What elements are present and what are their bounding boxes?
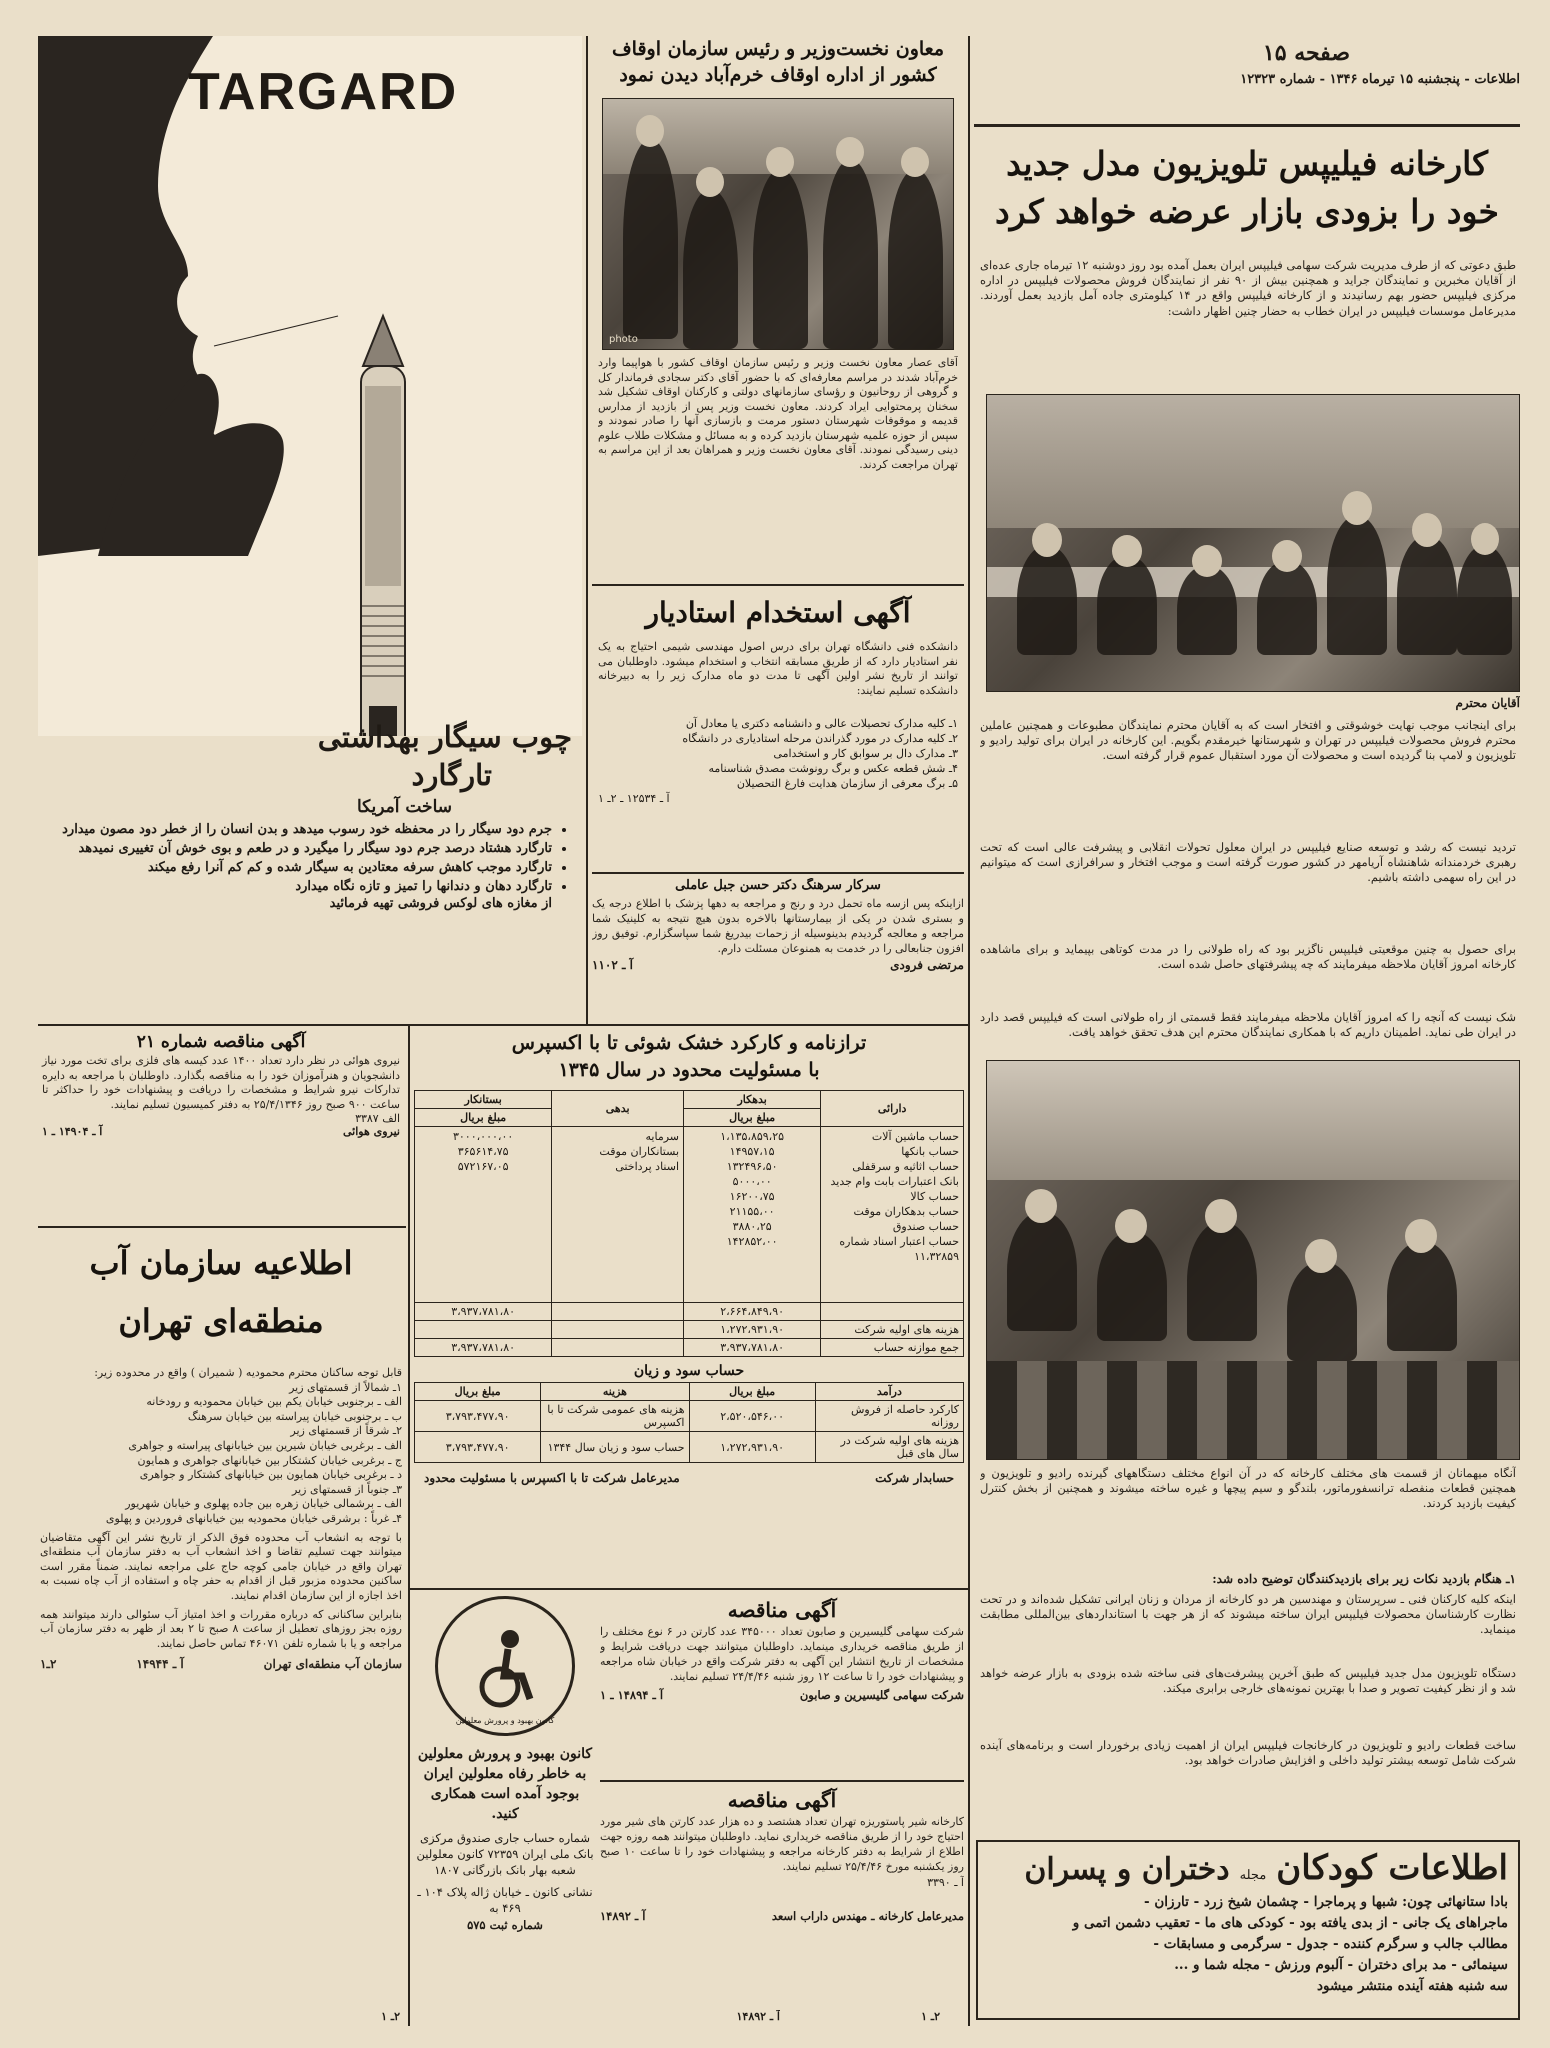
tender21-body: نیروی هوائی در نظر دارد تعداد ۱۴۰۰ عدد کیسه های فلزی برای تخت مورد نیاز دانشجویان و هنرآموزان خود را به مناقصه بگذارد. داوطلبان با مراجعه به دایره تدارکات نیرو شرایط و مشخصات را دریافت و پیشنهادات خود را حداکثر تا ساعت ۹۰۰ صبح روز ۲۵/۴/۱۳۴۶ به دفتر کمیسیون تسلیم نمایند.: [42, 1054, 401, 1111]
water-title-2: منطقه‌ای تهران: [118, 1302, 324, 1340]
wheelchair-icon: [460, 1621, 550, 1711]
liability-item: اسناد پرداختی: [615, 1160, 680, 1173]
pl-expense-label: حساب سود و زیان سال ۱۳۴۴: [541, 1432, 689, 1463]
water-body: [40, 1366, 402, 2006]
philips-headline-1: کارخانه فیلیپس تلویزیون مدل جدید: [1006, 144, 1488, 183]
kids-subtitle-small: مجله: [1239, 1868, 1267, 1883]
liability-item: بستانکاران موقت: [599, 1145, 680, 1158]
asset-item: حساب صندوق: [892, 1220, 959, 1233]
page-ref-left: ۲ـ ۱: [381, 2010, 400, 2023]
soap-sign: شرکت سهامی گلیسیرین و صابون: [799, 1688, 964, 1702]
credit-sum: ۳،۹۳۷،۷۸۱،۸۰: [415, 1303, 552, 1321]
water-title-1: اطلاعیه سازمان آب: [89, 1244, 353, 1282]
deputy-headline-2: کشور از اداره اوقاف خرم‌آباد دیدن نمود: [619, 64, 937, 86]
asset-item: حساب بانکها: [901, 1145, 959, 1158]
milk-ref: آ ـ ۳۳۹۰: [927, 1876, 964, 1889]
asset-item: حساب اثاثیه و سرقفلی: [852, 1160, 959, 1173]
page-ref-right: آ ـ ۱۴۸۹۲: [736, 2010, 780, 2023]
kids-line: سینمائی - مد برای دختران - آلبوم ورزش - مجله شما و ...: [1174, 1957, 1508, 1973]
credit-value: ۳۶۵۶۱۴،۷۵: [457, 1145, 509, 1158]
philips-headline: [974, 140, 1520, 250]
tender21-ref: الف ۳۳۸۷: [355, 1112, 400, 1125]
col-header: مبلغ بریال: [415, 1109, 552, 1127]
debit-value: ۳۸۸۰،۲۵: [732, 1220, 772, 1233]
page-ref-middle: ۲ـ ۱: [921, 2010, 940, 2023]
targard-bullet: از مغازه های لوکس فروشی تهیه فرمائید: [329, 896, 552, 911]
balance-sign-2: مدیرعامل شرکت تا با اکسپرس با مسئولیت محدود: [424, 1471, 680, 1485]
deputy-photo: [602, 98, 954, 350]
dateline: اطلاعات - پنجشنبه ۱۵ تیرماه ۱۳۴۶ - شماره ۱۲۳۲۳: [1240, 72, 1520, 87]
page-number: صفحه ۱۵: [1262, 40, 1350, 66]
col-header: بستانکار: [415, 1091, 552, 1109]
header-rule: [974, 124, 1520, 127]
professor-ref: آ ـ ۱۲۵۳۴ ـ ۲ـ ۱: [598, 792, 670, 805]
list-item: الف ـ برغربی خیابان شیرین بین خیابانهای پیراسته و جواهری: [128, 1438, 402, 1452]
doctor-thanks: [592, 878, 964, 1022]
philips-photo1-caption: آقایان محترم: [1455, 696, 1520, 710]
deputy-body: آقای عصار معاون نخست وزیر و رئیس سازمان اوقاف کشور با هواپیما وارد خرم‌آباد شدند در مراسم معارفه‌ای که با حضور آقای دکتر سجادی فرماندار کل و گروهی از روحانیون و رؤسای سازمانهای دولتی و کارکنان اوقاف تشکیل شد سخنان پرمحتوایی ایراد کردند. معاون نخست وزیر پس از بازدید از مدارس قدیمه و موقوفات شهرستان دستور مرمت و بازسازی آنها را صادر نمودند و سپس از حوزه علمیه شهرستان بازدید کرده و به مسائل و مشکلات طلاب علوم دینی رسیدگی نمودند. آقای معاون نخست وزیر و همراهان بعد از این مراسم به تهران مراجعت کردند.: [598, 356, 958, 471]
list-item: ۱ـ شمالاً از قسمتهای زیر: [289, 1380, 402, 1394]
doctor-title: سرکار سرهنگ دکتر حسن جبل عاملی: [675, 878, 881, 893]
philips-list-intro: ۱ـ هنگام بازدید نکات زیر برای بازدیدکنندگان توضیح داده شد:: [1212, 1572, 1516, 1586]
list-item: ج ـ برغربی خیابان کشتکار بین خیابانهای جواهری و همایون: [137, 1453, 402, 1467]
pl-income-value: ۲،۵۲۰،۵۴۶،۰۰: [689, 1401, 815, 1432]
init-label: هزینه های اولیه شرکت: [821, 1321, 964, 1339]
column-rule: [586, 36, 588, 1026]
kanoon-seal-text: کانون بهبود و پرورش معلولین: [455, 1716, 555, 1725]
balance-sheet: [414, 1030, 964, 1590]
col-header: مبلغ بریال: [684, 1109, 821, 1127]
philips-photo2-caption: آنگاه میهمانان از قسمت های مختلف کارخانه که در آن انواع مختلف دستگاههای گیرنده رادیو و تلویزیون و همچنین قطعات منفصله ترانسفورماتور، بلندگو و سیم پیچها و غیره ساخته میشوند و همچنین از بخش کنترل کیفیت بازدید کردند.: [980, 1466, 1516, 1511]
tender21-title: آگهی مناقصه شماره ۲۱: [136, 1032, 306, 1052]
debit-value: ۱۴۹۵۷،۱۵: [729, 1145, 775, 1158]
list-item: ۴ـ غرباً : برشرقی خیابان محمودیه بین خیابانهای فروردین و پهلوی: [105, 1511, 402, 1525]
water-sign: سازمان آب منطقه‌ای تهران: [263, 1657, 402, 1672]
pl-income-value: ۱،۲۷۲،۹۳۱،۹۰: [689, 1432, 815, 1463]
list-item: ب ـ برجنوبی خیابان پیراسته بین خیابان سرهنگ: [187, 1409, 402, 1423]
professor-items: [598, 716, 958, 886]
balance-title-2: با مسئولیت محدود در سال ۱۳۴۵: [558, 1059, 820, 1081]
credit-value: ۵۷۲۱۶۷،۰۵: [457, 1160, 509, 1173]
professor-ad-title-box: [592, 590, 964, 638]
list-item: ۲ـ شرقاً از قسمتهای زیر: [290, 1424, 402, 1438]
tender21-sign: نیروی هوائی: [343, 1125, 400, 1138]
targard-bullet: • تارگارد هشتاد درصد جرم دود سیگار را میگیرد و در طعم و بوی خوش آن تغییری نمیدهد: [48, 839, 552, 858]
milk-ref2: آ ـ ۱۴۸۹۲: [600, 1909, 646, 1923]
list-item: ۳ـ جنوباً از قسمتهای زیر: [292, 1482, 402, 1496]
philips-body-3: برای حصول به چنین موقعیتی فیلیپس ناگزیر بود که راه طولانی را در مدت کوتاهی بپیماید و برای ماشاهده کارخانه امروز آقایان ملاحظه میفرمایند که چه پیشرفتهای حاصل شده است.: [980, 942, 1516, 972]
philips-press-photo: [986, 394, 1520, 692]
philips-headline-2: خود را بزودی بازار عرضه خواهد کرد: [995, 192, 1499, 231]
targard-illustration: [38, 36, 582, 736]
debit-value: ۱۴۲۸۵۲،۰۰: [726, 1235, 778, 1248]
col-header: بدهکار: [684, 1091, 821, 1109]
total-credit: ۳،۹۳۷،۷۸۱،۸۰: [415, 1339, 552, 1357]
deputy-headline-1: معاون نخست‌وزیر و رئیس سازمان اوقاف: [611, 38, 945, 60]
philips-body-7: ساخت قطعات رادیو و تلویزیون در کارخانجات فیلیپس ایران از اهمیت زیادی برخوردار است و برنامه‌های آینده شرکت شامل توسعه بیشتر تولید داخلی و افزایش صادرات خواهد بود.: [980, 1738, 1516, 1768]
deputy-headline: [592, 36, 964, 92]
soap-title: آگهی مناقصه: [727, 1598, 837, 1622]
section-rule: [592, 872, 964, 874]
list-item: ۳ـ مدارک دال بر سوابق کار و استخدامی: [773, 747, 958, 760]
balance-sign-1: حسابدار شرکت: [875, 1471, 954, 1485]
targard-text: [38, 718, 582, 1018]
soap-ref: آ ـ ۱۴۸۹۴ ـ ۱: [600, 1688, 664, 1702]
col-header: مبلغ بریال: [689, 1383, 815, 1401]
list-item: ۴ـ شش قطعه عکس و برگ رونوشت مصدق شناسنامه: [708, 762, 958, 775]
kanoon-seal: [435, 1596, 575, 1736]
water-body-3: بنابراین ساکنانی که درباره مقررات و اخذ امتیاز آب سئوالی دارند میتوانند همه روزه بجز روزهای تعطیل از ساعت ۸ صبح تا ۲ بعد از ظهر به دفتر سازمان آب مراجعه و یا با شماره تلفن ۴۶۰۷۱ تماس حاصل نمایند.: [40, 1607, 402, 1650]
column-rule: [968, 36, 970, 2026]
horizontal-rule: [38, 1024, 968, 1026]
water-ref2: ۲ـ۱: [40, 1657, 57, 1672]
col-header: دارائی: [821, 1091, 964, 1127]
asset-item: بانک اعتبارات بابت وام جدید: [830, 1175, 959, 1188]
pl-income-label: هزینه های اولیه شرکت در سال های قبل: [815, 1432, 963, 1463]
list-item: ۲ـ کلیه مدارک در مورد گذراندن مرحله استادیاری در دانشگاه: [682, 732, 958, 745]
section-rule: [592, 584, 964, 586]
list-item: ۱ـ کلیه مدارک تحصیلات عالی و دانشنامه دکتری یا معادل آن: [685, 717, 958, 730]
deputy-photo-label: photo: [609, 334, 638, 345]
balance-title-1: ترازنامه و کارکرد خشک شوئی تا با اکسپرس: [511, 1032, 867, 1054]
asset-item: حساب کالا: [910, 1190, 959, 1203]
balance-table: [414, 1090, 964, 1357]
doctor-signature: مرتضی فرودی: [890, 958, 964, 972]
liability-item: سرمایه: [645, 1130, 680, 1143]
tender21-ref2: آ ـ ۱۴۹۰۴ ـ ۱: [42, 1125, 103, 1138]
water-ref: آ ـ ۱۴۹۴۴: [136, 1657, 184, 1672]
milk-body: کارخانه شیر پاستوریزه تهران تعداد هشتصد و ده هزار عدد کارتن های شیر مورد احتیاج خود را از طریق مناقصه خریداری نماید. داوطلبان میتوانند همه روزه جهت اطلاع از شرایط به دفتر کارخانه مراجعه و پیشنهادات خود را تا ساعت ۱۰ صبح روز یکشنبه مورخ ۲۵/۴/۴۶ تسلیم نمایند.: [600, 1815, 964, 1873]
init-value: ۱،۲۷۲،۹۳۱،۹۰: [684, 1321, 821, 1339]
pl-total: ۳،۷۹۳،۴۷۷،۹۰: [415, 1432, 541, 1463]
pl-title: حساب سود و زیان: [633, 1363, 745, 1379]
col-header: درآمد: [815, 1383, 963, 1401]
section-rule: [38, 1226, 406, 1228]
philips-body-4: شک نیست که آنچه را که امروز آقایان ملاحظه میفرمایند فقط قسمتی از راه طولانی است که فیلیپس قصد دارد در ایران طی نماید. اطمینان داریم که با همکاری نمایندگان محترم این هدف تحقق خواهد یافت.: [980, 1010, 1516, 1040]
kanoon-title: کانون بهبود و پرورش معلولین به خاطر رفاه معلولین ایران بوجود آمده است همکاری کنید.: [417, 1746, 593, 1822]
debit-value: ۲۱۱۵۵،۰۰: [729, 1205, 775, 1218]
tender-milk: [600, 1786, 964, 2022]
pl-table: [414, 1382, 964, 1463]
milk-sign: مدیرعامل کارخانه ـ مهندس داراب اسعد: [771, 1909, 964, 1923]
tender-21: [38, 1030, 404, 1230]
kids-line: سه شنبه هفته آینده منتشر میشود: [1317, 1978, 1508, 1994]
pl-expense-label: هزینه های عمومی شرکت تا با اکسپرس: [541, 1401, 689, 1432]
kids-line: بادا ستانهائی چون: شبها و پرماجرا - چشمان شیخ زرد - تارزان -: [1144, 1894, 1508, 1910]
asset-item: حساب بدهکاران موقت: [853, 1205, 959, 1218]
tender-soap: [600, 1596, 964, 1776]
targard-brand: TARGARD: [188, 63, 459, 121]
professor-title: آگهی استخدام استادیار: [645, 596, 911, 629]
water-body-1: قابل توجه ساکنان محترم محمودیه ( شمیران ) واقع در محدوده زیر:: [94, 1366, 402, 1379]
kanoon-account: شماره حساب جاری صندوق مرکزی بانک ملی ایران ۷۲۳۵۹ کانون معلولین شعبه بهار بانک بازرگانی ۱۸۰۷: [416, 1831, 594, 1877]
asset-item: حساب اعتبار اسناد شماره ۱۱،۳۲۸۵۹: [839, 1235, 959, 1263]
doctor-ref: آ ـ ۱۱۰۲: [592, 958, 633, 972]
doctor-body: ازاینکه پس ازسه ماه تحمل درد و رنج و مراجعه به دهها پزشک با اطلاع درجه یک و بستری شدن در یکی از بیمارستانها بالاخره بدون هیچ نتیجه به کلینیک شما مراجعه و معالجه گردیدم بدینوسیله از زحمات بیدریغ شما سپاسگزارم. توفیق روز افزون جنابعالی را در خدمت به همنوعان مسئلت دارم.: [592, 897, 964, 955]
philips-body-2: تردید نیست که رشد و توسعه صنایع فیلیپس در ایران معلول تحولات انقلابی و پیشرفت عالی است که تحت رهبری خردمندانه شاهنشاه آریامهر در کشور صورت گرفته است و موجب افتخار و سرافرازی است که میتوانیم در این راه سهمی داشته باشیم.: [980, 840, 1516, 885]
page-header: [974, 40, 1520, 120]
water-body-2: با توجه به انشعاب آب محدوده فوق الذکر از تاریخ نشر این آگهی متقاضیان میتوانند جهت تسلیم تقاضا و اخذ انشعاب آب به دفتر سازمان آب منطقه‌ای تهران واقع در خیابان جامی کوچه حاج علی مراجعه نمایند. ضمناً مقرر است ساکنین محدوده مزبور قبل از اقدام به حفر چاه و استفاده از آب چاه نسبت به اخذ اجازه از این سازمان اقدام نمایند.: [40, 1530, 402, 1602]
column-rule: [408, 1026, 410, 2026]
section-rule: [410, 1588, 968, 1590]
targard-bullet: • جرم دود سیگار را در محفظه خود رسوب میدهد و بدن انسان را از خطر دود مصون میدارد: [48, 820, 552, 839]
pl-expense-value: ۳،۷۹۳،۴۷۷،۹۰: [415, 1401, 541, 1432]
soap-body: شرکت سهامی گلیسیرین و صابون تعداد ۳۴۵۰۰۰ عدد کارتن در ۶ نوع مختلف را از طریق مناقصه خریداری مینماید. داوطلبان میتوانند جهت دریافت شرایط و مشخصات از تاریخ انتشار این آگهی به دفتر شرکت واقع در خیابان شاه مراجعه و پیشنهادات خود را تا ساعت ۱۲ روز شنبه ۲۴/۴/۴۶ تسلیم نمایند.: [600, 1625, 964, 1683]
total-debit: ۳،۹۳۷،۷۸۱،۸۰: [684, 1339, 821, 1357]
section-rule: [600, 1780, 964, 1782]
col-header: مبلغ بریال: [415, 1383, 541, 1401]
philips-factory-photo: [986, 1060, 1520, 1460]
debit-value: ۱۶۲۰۰،۷۵: [729, 1190, 775, 1203]
debit-value: ۵۰۰۰،۰۰: [732, 1175, 772, 1188]
water-headline: [38, 1234, 404, 1364]
list-item: د ـ برغربی خیابان همایون بین خیابانهای کشتکار و جواهری: [139, 1468, 402, 1482]
philips-body-6: دستگاه تلویزیون مدل جدید فیلیپس که طبق آخرین پیشرفت‌های فنی ساخته شده بزودی به بازار عرضه خواهد شد و از نظر کیفیت تصویر و صدا با بهترین نمونه‌های خارجی برابری میکند.: [980, 1666, 1516, 1696]
targard-ad: [38, 36, 582, 736]
milk-title: آگهی مناقصه: [727, 1788, 837, 1812]
targard-bullet: • تارگارد دهان و دندانها را تمیز و تازه نگاه میدارد: [48, 877, 552, 896]
asset-item: حساب ماشین آلات: [871, 1130, 959, 1143]
professor-body: دانشکده فنی دانشگاه تهران برای درس اصول مهندسی شیمی احتیاج به یک نفر استادیار دارد که از طریق مسابقه انتخاب و استخدام میشود. داوطلبان می توانند از تاریخ نشر اولین آگهی تا مدت دو ماه مدارک زیر را به دبیرخانه دانشکده تسلیم نمایند:: [598, 640, 958, 697]
kids-subtitle: دختران و پسران: [1024, 1852, 1230, 1887]
targard-bullet: • تارگارد موجب کاهش سرفه معتادین به سیگار شده و کم کم آنرا رفع میکند: [48, 858, 552, 877]
debit-value: ۱۳۲۴۹۶،۵۰: [726, 1160, 778, 1173]
philips-body-5: اینکه کلیه کارکنان فنی ـ سرپرستان و مهندسین هر دو کارخانه از مردان و زنان ایرانی تشکیل شده‌اند و در تحت نظارت کارشناسان محصولات فیلیپس ایران ساخته میشوند که از هر جهت با استانداردهای بین‌المللی مطابقت مینماید.: [980, 1592, 1516, 1637]
list-item: الف ـ برجنوبی خیابان یکم بین خیابان محمودیه و رودخانه: [146, 1395, 402, 1409]
list-item: ۵ـ برگ معرفی از سازمان هدایت فارغ التحصیلان: [736, 777, 958, 790]
debit-sum: ۲،۶۶۴،۸۴۹،۹۰: [684, 1303, 821, 1321]
debit-value: ۱،۱۳۵،۸۵۹،۲۵: [720, 1130, 785, 1143]
kanoon-address: نشانی کانون ـ خیابان ژاله پلاک ۱۰۴ ـ ۴۶۹ به: [417, 1885, 593, 1915]
philips-intro: طبق دعوتی که از طرف مدیریت شرکت سهامی فیلیپس ایران بعمل آمده بود روز دوشنبه ۱۲ تیرماه جاری عده‌ای از آقایان مخبرین و نمایندگان جراید و همچنین بیش از ۹۰ نفر از نمایندگان فروش محصولات فیلیپس در اداره مرکزی فیلیپس حضور بهم رسانیدند و از کارخانه فیلیپس واقع در ۱۴ کیلومتری جاده آمل بازدید بعمل آوردند. مدیرعامل موسسات فیلیپس در ایران خطاب به حضار چنین اظهار داشت:: [980, 258, 1516, 318]
credit-value: ۳۰۰۰،۰۰۰،۰۰: [452, 1130, 514, 1143]
pl-income-label: کارکرد حاصله از فروش روزانه: [815, 1401, 963, 1432]
targard-title-1: چوب سیگار بهداشتی: [317, 720, 572, 754]
col-header: هزینه: [541, 1383, 689, 1401]
col-header: بدهی: [552, 1091, 684, 1127]
total-label: جمع موازنه حساب: [821, 1339, 964, 1357]
kids-magazine-ad: [976, 1840, 1520, 2020]
targard-made: ساخت آمریکا: [356, 797, 452, 817]
kids-title: اطلاعات کودکان: [1276, 1848, 1508, 1888]
targard-title-2: تارگارد: [411, 758, 492, 792]
philips-body-1: برای اینجانب موجب نهایت خوشوقتی و افتخار است که به آقایان محترم نمایندگان مطبوعات و همچنین عاملین محترم فروش محصولات فیلیپس در تهران و شهرستانها خیرمقدم بگویم. این کارخانه در ایران برای تولید رادیو و تلویزیون و لامپ بنا گردیده است و محصولات آن مورد استقبال عموم قرار گرفته است.: [980, 718, 1516, 763]
kids-line: ماجراهای یک جانی - از بدی یافته بود - کودکی های ما - تعقیب دشمن اتمی و: [1072, 1915, 1508, 1931]
kanoon-ad: [416, 1596, 594, 2020]
list-item: الف ـ برشمالی خیابان زهره بین جاده پهلوی و خیابان شهریور: [125, 1497, 402, 1511]
kids-line: مطالب جالب و سرگرم کننده - جدول - سرگرمی و مسابقات -: [1153, 1936, 1508, 1952]
kanoon-po: شماره ثبت ۵۷۵: [467, 1918, 543, 1932]
